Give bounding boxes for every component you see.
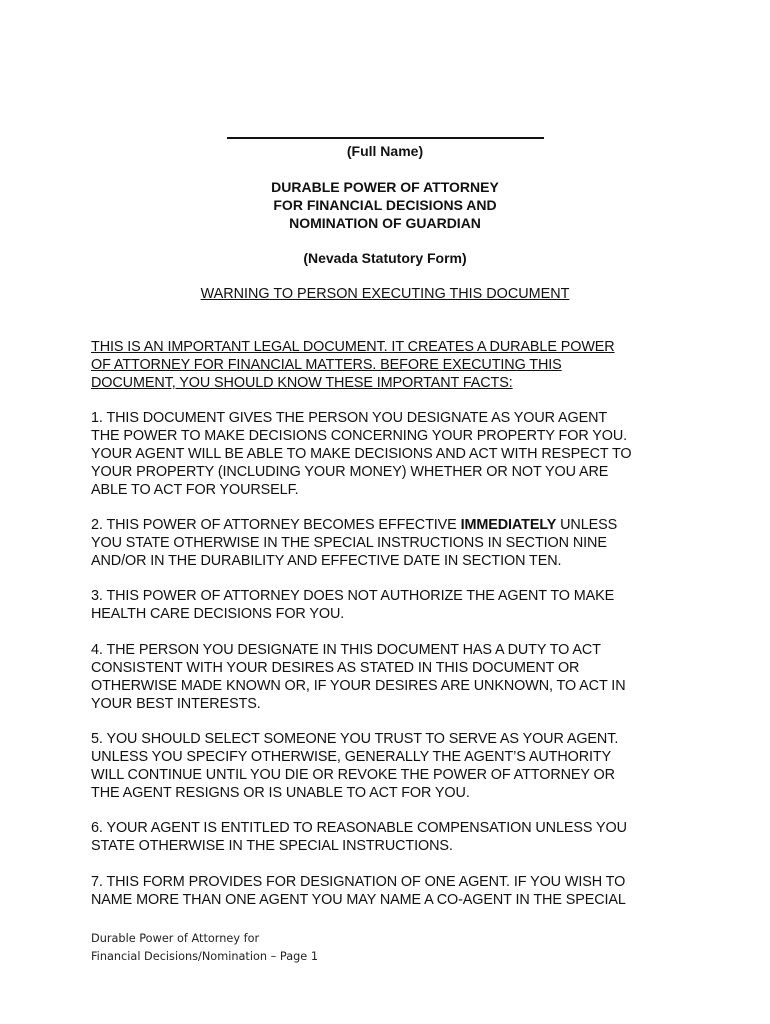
footer-line: Durable Power of Attorney for: [91, 932, 260, 945]
fact-line: HEALTH CARE DECISIONS FOR YOU.: [91, 606, 345, 622]
fact-line: YOUR AGENT WILL BE ABLE TO MAKE DECISIONS AND ACT WITH RESPECT TO: [91, 446, 632, 462]
fact-1: [91, 409, 691, 499]
full-name-signature-line: [227, 137, 544, 139]
warning-heading: WARNING TO PERSON EXECUTING THIS DOCUMENT: [200, 286, 570, 302]
fact-line: YOUR BEST INTERESTS.: [91, 696, 261, 712]
fact-3: [91, 587, 691, 623]
fact-6: [91, 819, 691, 855]
full-name-label: (Full Name): [346, 143, 424, 159]
fact-line: STATE OTHERWISE IN THE SPECIAL INSTRUCTIONS.: [91, 838, 453, 854]
document-title: [0, 178, 770, 232]
intro-paragraph: [91, 338, 691, 392]
fact-4: [91, 641, 691, 713]
fact-line: YOUR PROPERTY (INCLUDING YOUR MONEY) WHETHER OR NOT YOU ARE: [91, 464, 609, 480]
fact-line: THE AGENT RESIGNS OR IS UNABLE TO ACT FOR YOU.: [91, 785, 470, 801]
fact-text: 2. THIS POWER OF ATTORNEY BECOMES EFFECTIVE: [91, 517, 461, 533]
fact-line: YOU STATE OTHERWISE IN THE SPECIAL INSTRUCTIONS IN SECTION NINE: [91, 535, 607, 551]
footer-page-label: Financial Decisions/Nomination – Page 1: [91, 950, 319, 963]
fact-line: AND/OR IN THE DURABILITY AND EFFECTIVE DATE IN SECTION TEN.: [91, 553, 562, 569]
fact-line: [91, 516, 691, 534]
fact-line: 1. THIS DOCUMENT GIVES THE PERSON YOU DESIGNATE AS YOUR AGENT: [91, 410, 608, 426]
title-line: DURABLE POWER OF ATTORNEY: [271, 179, 499, 195]
title-line: FOR FINANCIAL DECISIONS AND: [273, 197, 497, 213]
intro-line: OF ATTORNEY FOR FINANCIAL MATTERS. BEFORE EXECUTING THIS: [91, 357, 562, 373]
title-line: NOMINATION OF GUARDIAN: [289, 215, 481, 231]
fact-line: WILL CONTINUE UNTIL YOU DIE OR REVOKE THE POWER OF ATTORNEY OR: [91, 767, 615, 783]
fact-7: [91, 873, 691, 909]
fact-line: 7. THIS FORM PROVIDES FOR DESIGNATION OF ONE AGENT. IF YOU WISH TO: [91, 874, 626, 890]
intro-line: THIS IS AN IMPORTANT LEGAL DOCUMENT. IT CREATES A DURABLE POWER: [91, 339, 615, 355]
page-footer: [91, 930, 318, 966]
fact-line: NAME MORE THAN ONE AGENT YOU MAY NAME A CO-AGENT IN THE SPECIAL: [91, 892, 626, 908]
fact-5: [91, 730, 691, 802]
fact-line: THE POWER TO MAKE DECISIONS CONCERNING YOUR PROPERTY FOR YOU.: [91, 428, 628, 444]
document-subtitle: (Nevada Statutory Form): [303, 250, 467, 266]
emphasis-immediately: IMMEDIATELY: [460, 517, 557, 533]
fact-line: UNLESS YOU SPECIFY OTHERWISE, GENERALLY THE AGENT’S AUTHORITY: [91, 749, 612, 765]
fact-line: 6. YOUR AGENT IS ENTITLED TO REASONABLE COMPENSATION UNLESS YOU: [91, 820, 627, 836]
fact-line: 3. THIS POWER OF ATTORNEY DOES NOT AUTHORIZE THE AGENT TO MAKE: [91, 588, 615, 604]
fact-text: UNLESS: [556, 517, 618, 533]
intro-line: DOCUMENT, YOU SHOULD KNOW THESE IMPORTANT FACTS:: [91, 375, 513, 391]
fact-2: [91, 516, 691, 570]
fact-line: 5. YOU SHOULD SELECT SOMEONE YOU TRUST TO SERVE AS YOUR AGENT.: [91, 731, 619, 747]
fact-line: ABLE TO ACT FOR YOURSELF.: [91, 482, 299, 498]
fact-line: OTHERWISE MADE KNOWN OR, IF YOUR DESIRES ARE UNKNOWN, TO ACT IN: [91, 678, 626, 694]
fact-line: 4. THE PERSON YOU DESIGNATE IN THIS DOCUMENT HAS A DUTY TO ACT: [91, 642, 601, 658]
fact-line: CONSISTENT WITH YOUR DESIRES AS STATED IN THIS DOCUMENT OR: [91, 660, 580, 676]
